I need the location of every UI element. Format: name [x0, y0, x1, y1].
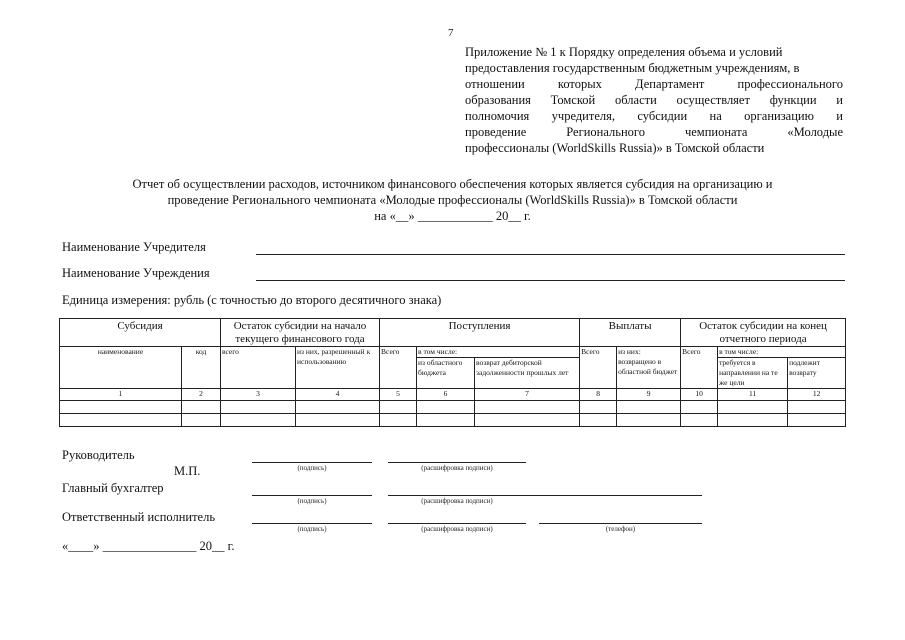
report-table — [59, 318, 846, 427]
col-code: код — [182, 347, 221, 389]
table-row[interactable] — [60, 401, 846, 414]
title-line: проведение Регионального чемпионата «Молодые профессионалы (WorldSkills Russia)» в Томской области — [167, 193, 738, 207]
signature-date: «____» _______________ 20__ г. — [62, 539, 235, 553]
col-receipts-total: Всего — [380, 347, 417, 389]
header-subsidy: Субсидия — [60, 319, 221, 347]
executor-decoding-caption: (расшифровка подписи) — [421, 525, 493, 533]
executor-phone-line[interactable] — [539, 523, 702, 524]
head-decoding-line[interactable] — [388, 462, 526, 463]
accountant-signature-caption: (подпись) — [297, 497, 327, 505]
executor-signature-caption: (подпись) — [297, 525, 327, 533]
appendix-line: образования Томской области осуществляет функции и — [465, 93, 843, 107]
appendix-line: полномочия учредителя, субсидии на организацию и — [465, 109, 843, 123]
column-number: 10 — [681, 389, 718, 401]
stamp-label: М.П. — [174, 464, 201, 478]
report-title — [40, 176, 865, 224]
col-end-return: подлежит возврату — [788, 358, 846, 389]
appendix-header — [465, 44, 843, 156]
col-receipts-debt: возврат дебиторской задолженности прошлых лет — [475, 358, 580, 389]
head-signature-line[interactable] — [252, 462, 372, 463]
col-end-including: в том числе: — [718, 347, 846, 358]
accountant-signature-line[interactable] — [252, 495, 372, 496]
column-number: 9 — [617, 389, 681, 401]
founder-field-line[interactable] — [256, 254, 845, 255]
column-number: 7 — [475, 389, 580, 401]
head-signature-caption: (подпись) — [297, 464, 327, 472]
page-number: 7 — [448, 27, 454, 39]
appendix-line: предоставления государственным бюджетным учреждениям, в — [465, 61, 800, 75]
col-end-required: требуется в направлении на те же цели — [718, 358, 788, 389]
appendix-line: проведение Регионального чемпионата «Молодые — [465, 125, 843, 139]
head-decoding-caption: (расшифровка подписи) — [421, 464, 493, 472]
column-number-row — [60, 389, 846, 401]
column-number: 12 — [788, 389, 846, 401]
accountant-label: Главный бухгалтер — [62, 481, 164, 495]
column-number: 6 — [417, 389, 475, 401]
col-receipts-regional: из областного бюджета — [417, 358, 475, 389]
institution-label: Наименование Учреждения — [62, 266, 210, 280]
column-number: 1 — [60, 389, 182, 401]
unit-label: Единица измерения: рубль (с точностью до второго десятичного знака) — [62, 293, 442, 307]
accountant-decoding-line[interactable] — [388, 495, 702, 496]
column-number: 2 — [182, 389, 221, 401]
header-balance-start: Остаток субсидии на начало текущего финансового года — [221, 319, 380, 347]
appendix-line: профессионалы (WorldSkills Russia)» в Томской области — [465, 141, 765, 155]
column-number: 4 — [296, 389, 380, 401]
title-date-line: на «__» ____________ 20__ г. — [374, 209, 531, 223]
column-number: 11 — [718, 389, 788, 401]
head-label: Руководитель — [62, 448, 135, 462]
column-number: 5 — [380, 389, 417, 401]
accountant-decoding-caption: (расшифровка подписи) — [421, 497, 493, 505]
col-end-total: Всего — [681, 347, 718, 389]
executor-signature-line[interactable] — [252, 523, 372, 524]
header-payments: Выплаты — [580, 319, 681, 347]
col-receipts-including: в том числе: — [417, 347, 580, 358]
column-number: 3 — [221, 389, 296, 401]
col-payments-total: Всего — [580, 347, 617, 389]
appendix-line: отношении которых Департамент профессионального — [465, 77, 843, 91]
executor-label: Ответственный исполнитель — [62, 510, 216, 524]
table-row[interactable] — [60, 414, 846, 427]
title-line: Отчет об осуществлении расходов, источником финансового обеспечения которых является субсидия на организацию и — [132, 177, 773, 191]
institution-field-line[interactable] — [256, 280, 845, 281]
column-number: 8 — [580, 389, 617, 401]
founder-label: Наименование Учредителя — [62, 240, 206, 254]
header-receipts: Поступления — [380, 319, 580, 347]
col-name: наименование — [60, 347, 182, 389]
col-payments-returned: из них: возвращено в областной бюджет — [617, 347, 681, 389]
header-balance-end: Остаток субсидии на конец отчетного периода — [681, 319, 846, 347]
col-start-total: всего — [221, 347, 296, 389]
appendix-line: Приложение № 1 к Порядку определения объема и условий — [465, 45, 783, 59]
col-start-allowed: из них, разрешенный к использованию — [296, 347, 380, 389]
executor-phone-caption: (телефон) — [605, 525, 636, 533]
executor-decoding-line[interactable] — [388, 523, 526, 524]
